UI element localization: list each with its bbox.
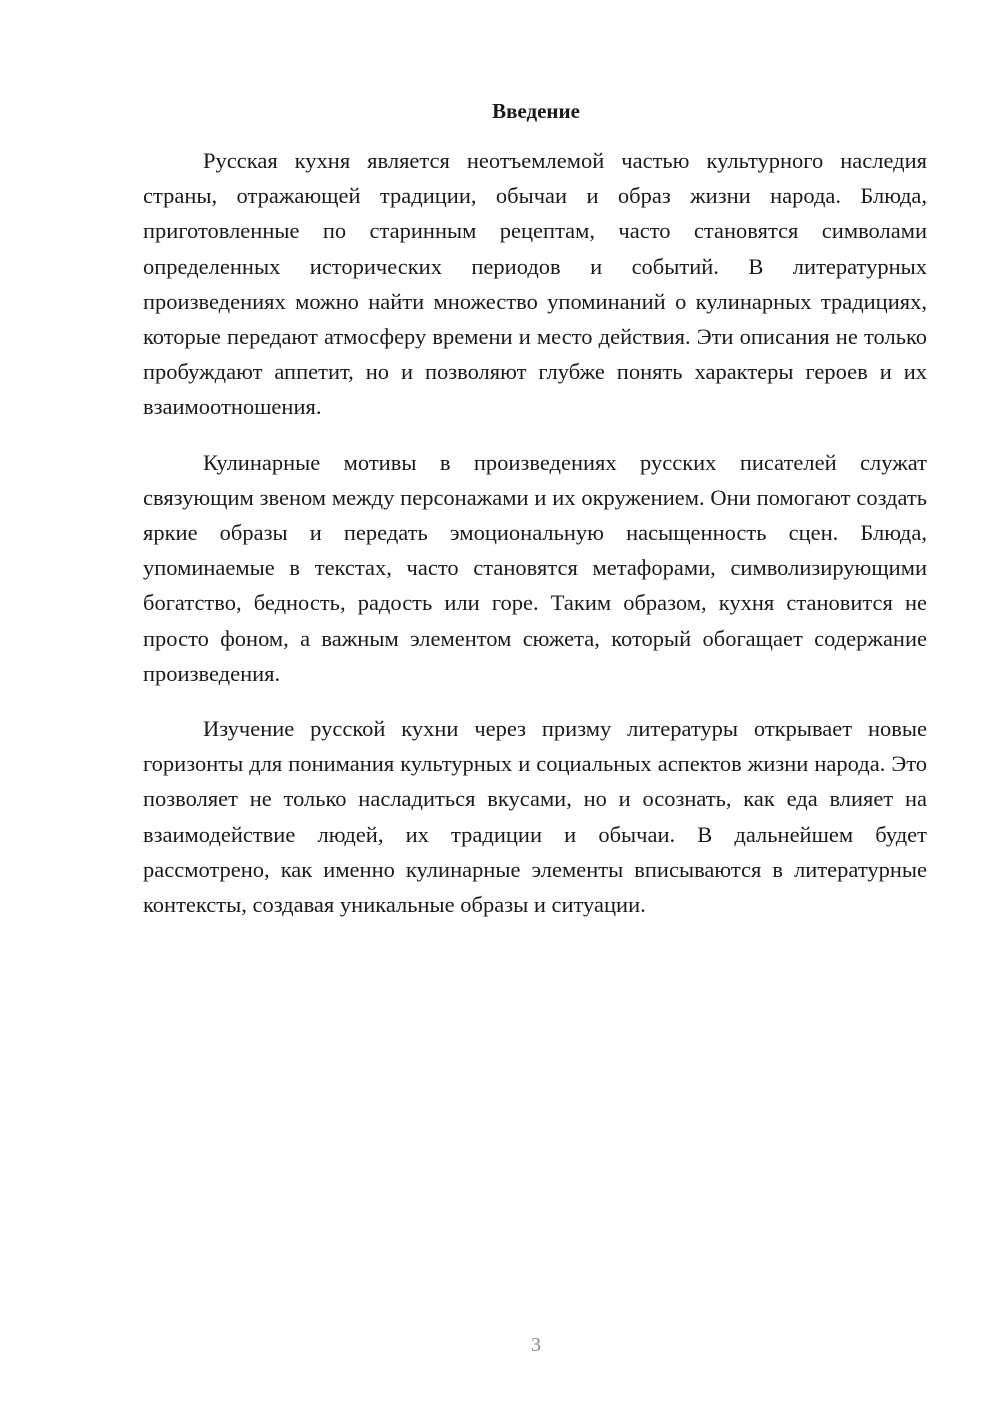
paragraph-2: Кулинарные мотивы в произведениях русских писателей служат связующим звеном между персонажами и их окружением. Они помогают создать яркие образы и передать эмоциональную насыщенность сцен. Блюда, упоминаемые в текстах, часто становятся метафорами, символизирующими богатство, бедность, радость или горе. Таким образом, кухня становится не просто фоном, а важным элементом сюжета, который обогащает содержание произведения. <box>143 449 927 686</box>
body-text <box>143 143 927 942</box>
page-number: 3 <box>531 1334 541 1356</box>
paragraph-1: Русская кухня является неотъемлемой частью культурного наследия страны, отражающей традиции, обычаи и образ жизни народа. Блюда, приготовленные по старинным рецептам, часто становятся символами определенных исторических периодов и событий. В литературных произведениях можно найти множество упоминаний о кулинарных традициях, которые передают атмосферу времени и место действия. Эти описания не только пробуждают аппетит, но и позволяют глубже понять характеры героев и их взаимоотношения. <box>143 148 927 420</box>
section-heading: Введение <box>492 99 580 123</box>
paragraph-3: Изучение русской кухни через призму литературы открывает новые горизонты для понимания культурных и социальных аспектов жизни народа. Это позволяет не только насладиться вкусами, но и осознать, как еда влияет на взаимодействие людей, их традиции и обычаи. В дальнейшем будет рассмотрено, как именно кулинарные элементы вписываются в литературные контексты, создавая уникальные образы и ситуации. <box>143 716 927 918</box>
